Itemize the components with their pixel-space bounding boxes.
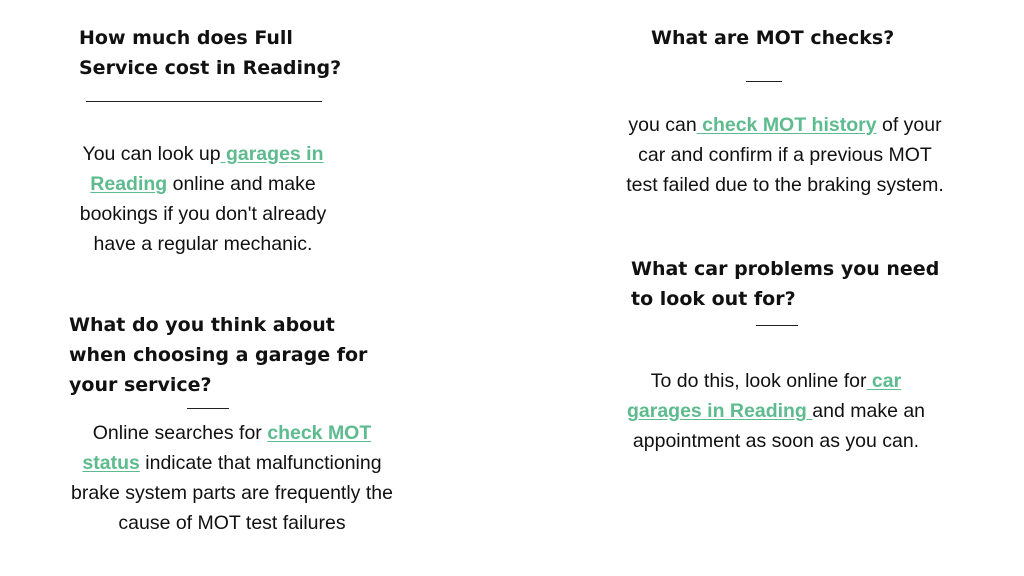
paragraph-text: online and make bookings if you don't already have a regular mechanic. (79, 173, 327, 255)
heading-full-service-cost: How much does Full Service cost in Reading? (79, 27, 342, 79)
link-car-garages-in-reading[interactable]: car garages in Reading (626, 370, 902, 422)
heading-mot-checks: What are MOT checks? (651, 27, 895, 49)
paragraph-check-mot-history (622, 110, 948, 200)
heading-choosing-garage: What do you think about when choosing a garage for your service? (69, 314, 368, 396)
heading-car-problems: What car problems you need to look out for? (631, 258, 940, 310)
paragraph-text: and make an appointment as soon as you can. (632, 400, 926, 452)
link-check-mot-history[interactable]: check MOT history (696, 114, 877, 136)
paragraph-text: Online searches for (92, 422, 268, 444)
paragraph-check-mot-status (62, 418, 402, 538)
link-check-mot-status[interactable]: check MOT status (82, 422, 372, 474)
paragraph-text: indicate that malfunctioning brake system parts are frequently the cause of MOT test failures (71, 452, 393, 534)
paragraph-text: of your car and confirm if a previous MOT test failed due to the braking system. (626, 114, 944, 196)
link-garages-in-reading[interactable]: garages in Reading (90, 143, 324, 195)
heading-underline (86, 101, 322, 102)
paragraph-garages-in-reading (77, 139, 329, 259)
paragraph-text: you can (628, 114, 697, 136)
heading-underline (756, 325, 798, 326)
paragraph-car-garages-in-reading (622, 366, 930, 456)
heading-underline (187, 408, 229, 409)
paragraph-text: To do this, look online for (650, 370, 867, 392)
paragraph-text: You can look up (82, 143, 221, 165)
heading-underline (746, 81, 782, 82)
